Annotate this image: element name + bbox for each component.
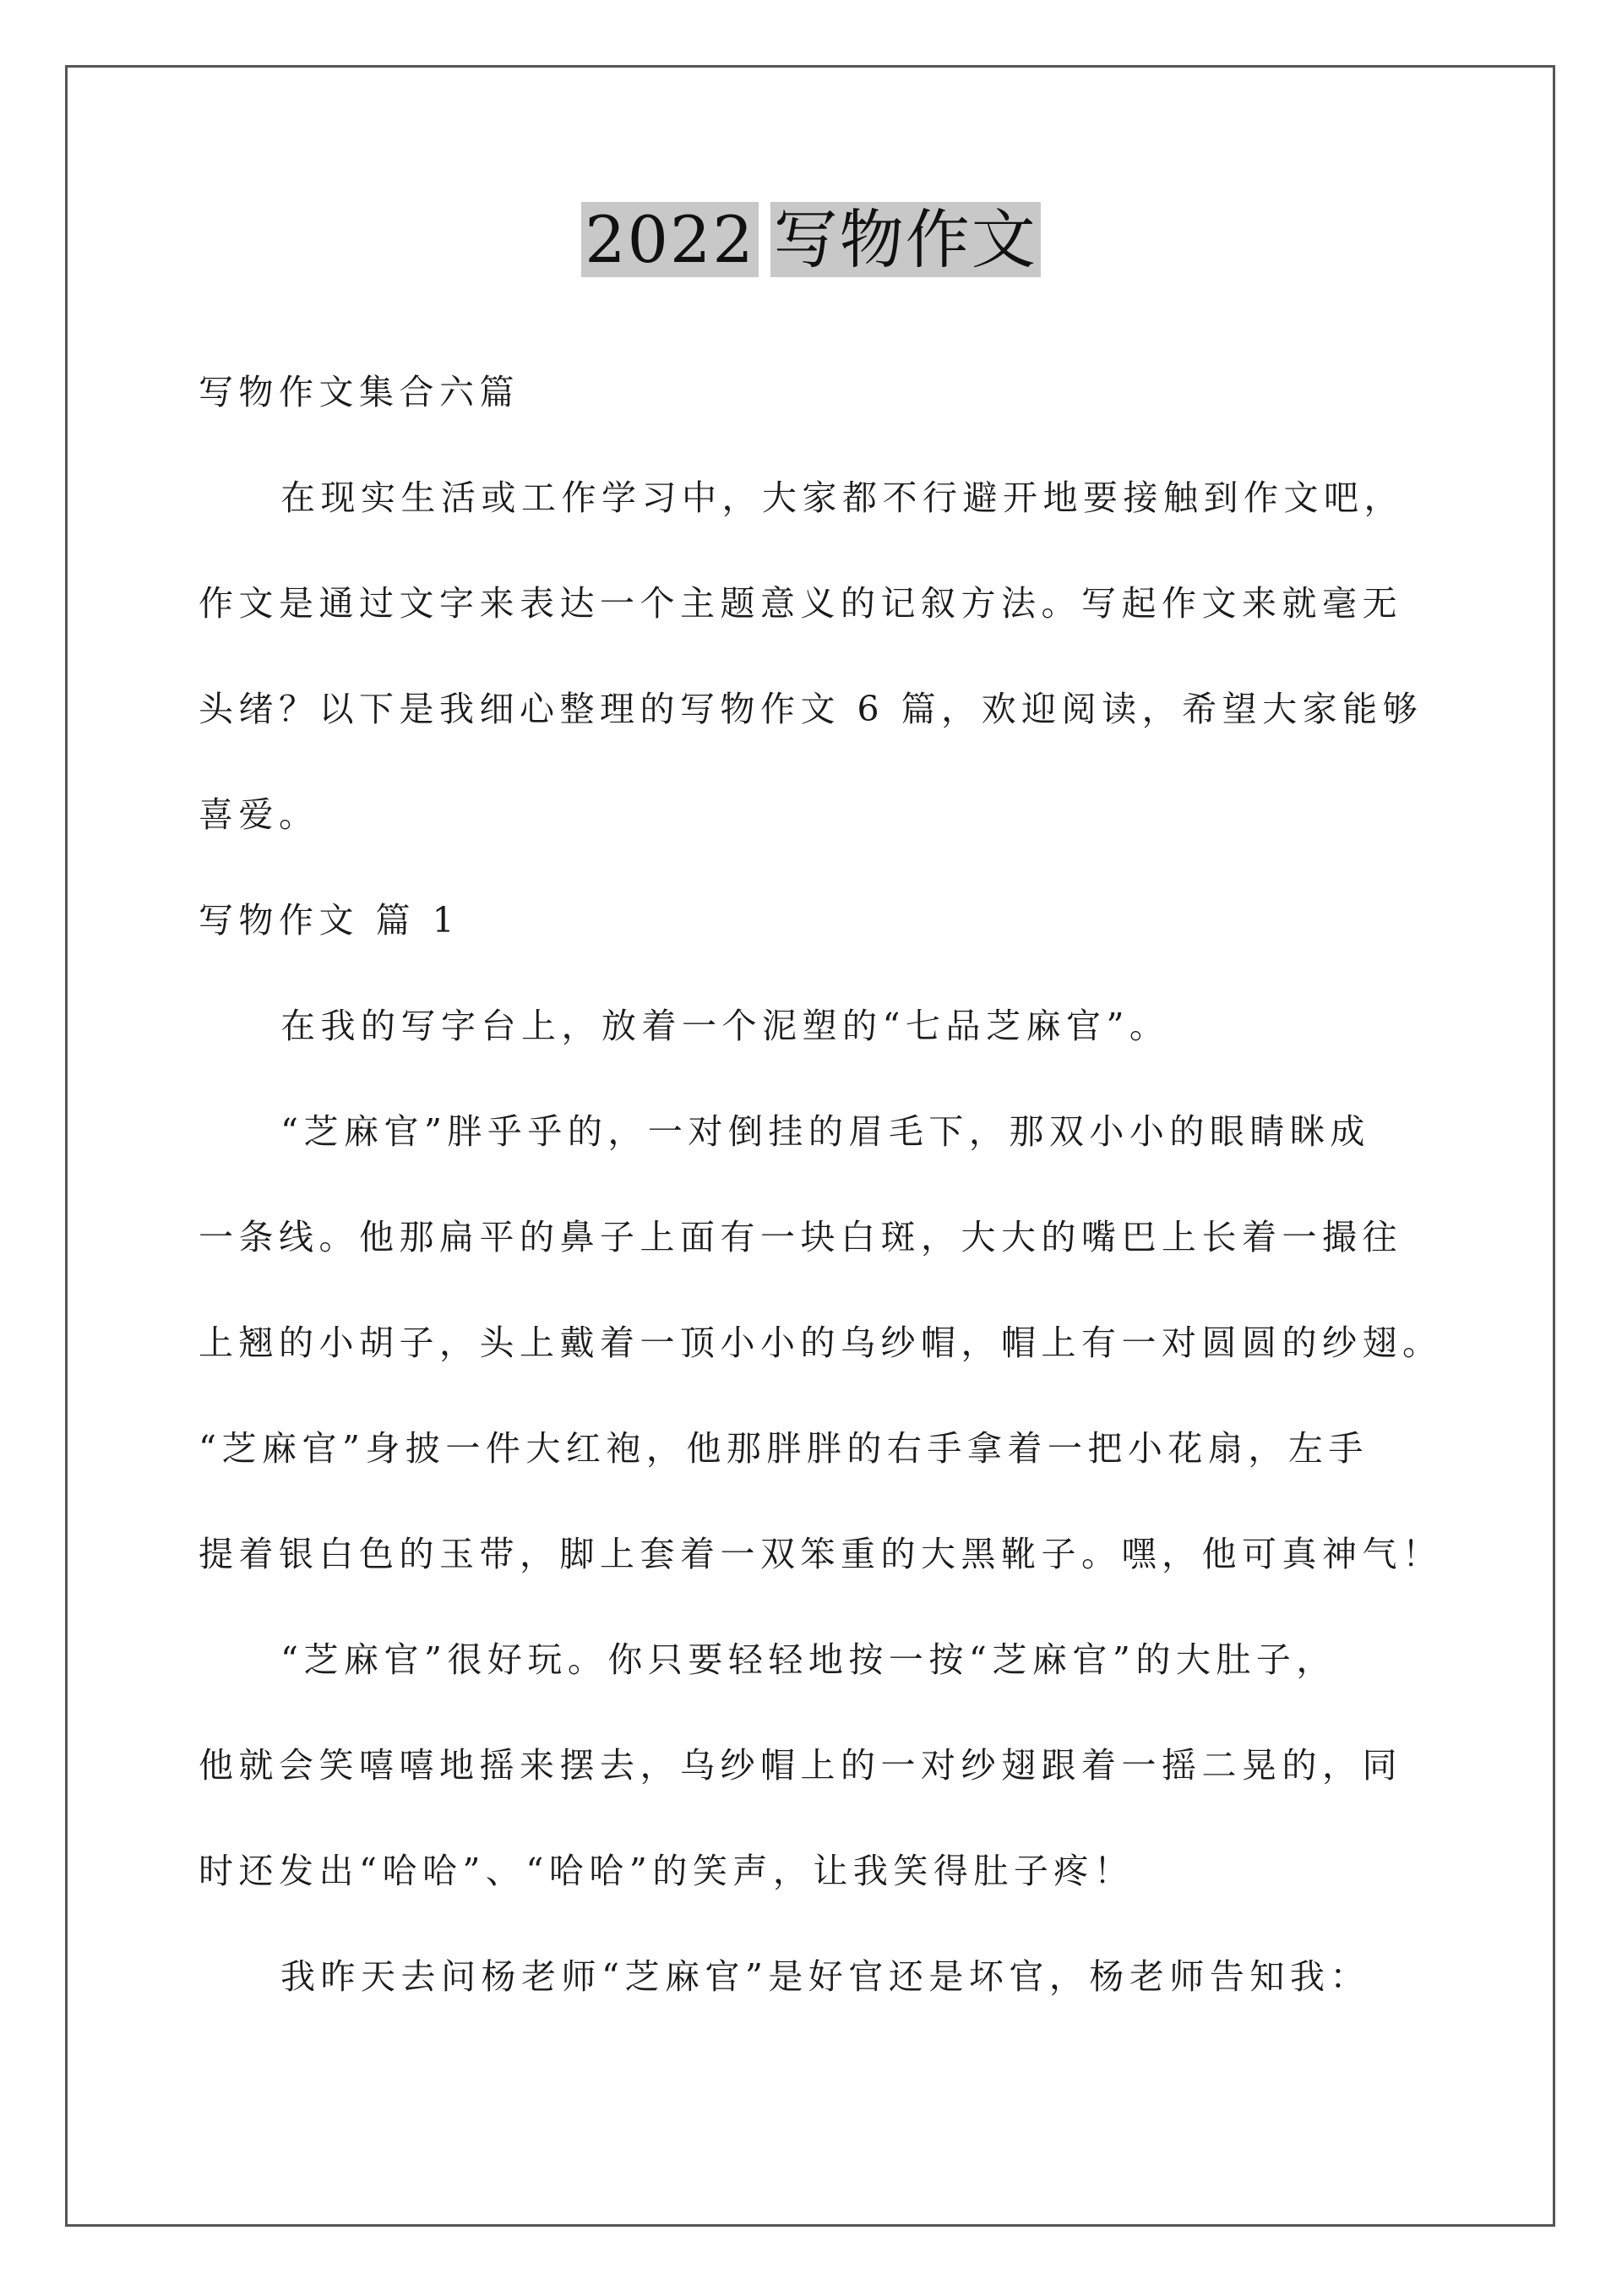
- section-heading: 写物作文 篇 1: [199, 900, 460, 941]
- paragraph-line: 在我的写字台上，放着一个泥塑的“七品芝麻官”。: [280, 1006, 1170, 1046]
- title-container: [0, 201, 1622, 279]
- title-year: 2022: [581, 202, 758, 277]
- paragraph-line: 头绪？以下是我细心整理的写物作文 6 篇，欢迎阅读，希望大家能够: [199, 689, 1423, 729]
- document-title: [581, 201, 1040, 279]
- paragraph-line: 提着银白色的玉带，脚上套着一双笨重的大黑靴子。嘿，他可真神气！: [199, 1534, 1443, 1574]
- subtitle-line: 写物作文集合六篇: [199, 372, 520, 412]
- paragraph-line: “芝麻官”很好玩。你只要轻轻地按一按“芝麻官”的大肚子，: [280, 1639, 1336, 1680]
- paragraph-line: “芝麻官”胖乎乎的，一对倒挂的眉毛下，那双小小的眼睛眯成: [280, 1111, 1370, 1152]
- document-body: [199, 340, 1443, 2030]
- paragraph-line: 作文是通过文字来表达一个主题意义的记叙方法。写起作文来就毫无: [199, 583, 1402, 624]
- paragraph-line: 我昨天去问杨老师“芝麻官”是好官还是坏官，杨老师告知我：: [280, 1956, 1370, 1997]
- paragraph-line: 在现实生活或工作学习中，大家都不行避开地要接触到作文吧，: [280, 477, 1404, 518]
- paragraph-line: 时还发出“哈哈”、“哈哈”的笑声，让我笑得肚子疼！: [199, 1851, 1135, 1891]
- paragraph-line: 一条线。他那扁平的鼻子上面有一块白斑，大大的嘴巴上长着一撮往: [199, 1217, 1402, 1257]
- paragraph-line: 喜爱。: [199, 794, 319, 835]
- paragraph-line: “芝麻官”身披一件大红袍，他那胖胖的右手拿着一把小花扇，左手: [199, 1428, 1369, 1469]
- paragraph-line: 他就会笑嘻嘻地摇来摆去，乌纱帽上的一对纱翅跟着一摇二晃的，同: [199, 1745, 1402, 1786]
- paragraph-line: 上翘的小胡子，头上戴着一顶小小的乌纱帽，帽上有一对圆圆的纱翅。: [199, 1323, 1443, 1363]
- title-text: 写物作文: [770, 202, 1041, 277]
